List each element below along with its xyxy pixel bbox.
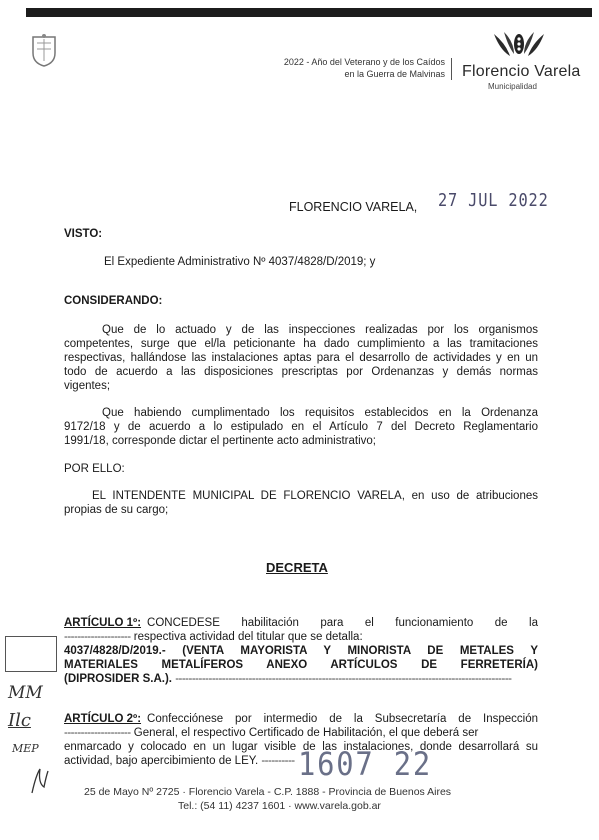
- visto-label: VISTO:: [64, 228, 103, 240]
- handwritten-initials-3: MEP: [12, 742, 39, 755]
- article-1-line2: -------------------- respectiva actividad del titular que se detalla:: [64, 631, 363, 643]
- article-2-line1: [64, 712, 538, 727]
- por-ello: POR ELLO:: [64, 463, 125, 475]
- article-2-text-2: General, el respectivo Certificado de Habilitación, el que deberá ser: [133, 727, 479, 739]
- visto-text: El Expediente Administrativo Nº 4037/4828/D/2019; y: [104, 256, 376, 268]
- side-receipt-stamp: [5, 636, 57, 672]
- date-stamp: 27 JUL 2022: [438, 190, 549, 211]
- article-1-text-5: (DIPROSIDER S.A.).: [64, 673, 172, 685]
- motto-line-2: en la Guerra de Malvinas: [344, 69, 445, 79]
- article-1-label: ARTÍCULO 1º:: [64, 617, 142, 629]
- article-2-label: ARTÍCULO 2º:: [64, 713, 142, 725]
- article-1-line5: (DIPROSIDER S.A.). -----------------------------------------------------------------------------------------------------: [64, 673, 512, 685]
- motto-line-1: 2022 - Año del Veterano y de los Caídos: [283, 57, 445, 67]
- logo-name: Florencio Varela: [462, 63, 581, 80]
- florencio-varela-logo-icon: [490, 30, 548, 60]
- logo-subtitle: Municipalidad: [488, 82, 537, 91]
- article-1-text-1: CONCEDESE habilitación para el funcionamiento de la: [147, 617, 538, 629]
- article-1-line1: [64, 616, 538, 631]
- signature-scribble-icon: [28, 765, 50, 795]
- handwritten-initials-1: MM: [8, 683, 43, 703]
- article-2-text-1: Confecciónese por intermedio de la Subsecretaría de Inspección: [147, 713, 538, 725]
- considerando-p2-line2: 9172/18 y de acuerdo a lo estipulado en el Artículo 7 del Decreto Reglamentario: [64, 421, 538, 433]
- decreta-heading: DECRETA: [266, 560, 328, 575]
- handwritten-initials-2: Ilc: [8, 710, 31, 731]
- considerando-p2-line1: Que habiendo cumplimentado los requisitos establecidos en la Ordenanza: [102, 407, 538, 419]
- considerando-label: CONSIDERANDO:: [64, 295, 163, 307]
- article-2-text-4: actividad, bajo apercibimiento de LEY.: [64, 755, 259, 767]
- considerando-p1-line1: Que de lo actuado y de las inspecciones realizadas por los organismos: [102, 324, 538, 336]
- article-2-line3: enmarcado y colocado en un lugar visible de las instalaciones, donde desarrollará su: [64, 741, 538, 753]
- article-1-line3: 4037/4828/D/2019.- (VENTA MAYORISTA Y MINORISTA DE METALES Y: [64, 645, 538, 657]
- coat-of-arms-icon: [30, 33, 58, 67]
- article-1-line4: MATERIALES METALÍFEROS ANEXO ARTÍCULOS DE FERRETERÍA): [64, 659, 538, 671]
- footer-address: 25 de Mayo Nº 2725 · Florencio Varela - C.P. 1888 - Provincia de Buenos Aires: [84, 786, 452, 798]
- considerando-p1-line2: competentes, surge que el/la peticionante ha dado cumplimiento a las tramitaciones: [64, 338, 538, 350]
- place-line: FLORENCIO VARELA,: [289, 200, 418, 214]
- intendente-line1: EL INTENDENTE MUNICIPAL DE FLORENCIO VARELA, en uso de atribuciones: [92, 490, 538, 502]
- number-stamp: 1607 22: [298, 745, 432, 783]
- commemorative-motto: [240, 56, 445, 80]
- considerando-p2-line3: 1991/18, corresponde dictar el pertinente acto administrativo;: [64, 435, 376, 447]
- considerando-p1-line4: todo de acuerdo a las disposiciones prescriptas por Ordenanzas y demás normas: [64, 366, 538, 378]
- footer-contact: Tel.: (54 11) 4237 1601 · www.varela.gob.ar: [178, 800, 381, 812]
- top-border: [26, 8, 592, 17]
- considerando-p1-line5: vigentes;: [64, 380, 111, 392]
- header-divider: [451, 58, 452, 80]
- article-2-line4: actividad, bajo apercibimiento de LEY. ----------: [64, 755, 295, 767]
- intendente-line2: propias de su cargo;: [64, 504, 169, 516]
- considerando-p1-line3: respectivas, hallándose las instalaciones aptas para el desarrollo de actividades y en un: [64, 352, 538, 364]
- article-2-line2: -------------------- General, el respectivo Certificado de Habilitación, el que deberá ser: [64, 727, 479, 739]
- article-1-text-2: respectiva actividad del titular que se detalla:: [133, 631, 363, 643]
